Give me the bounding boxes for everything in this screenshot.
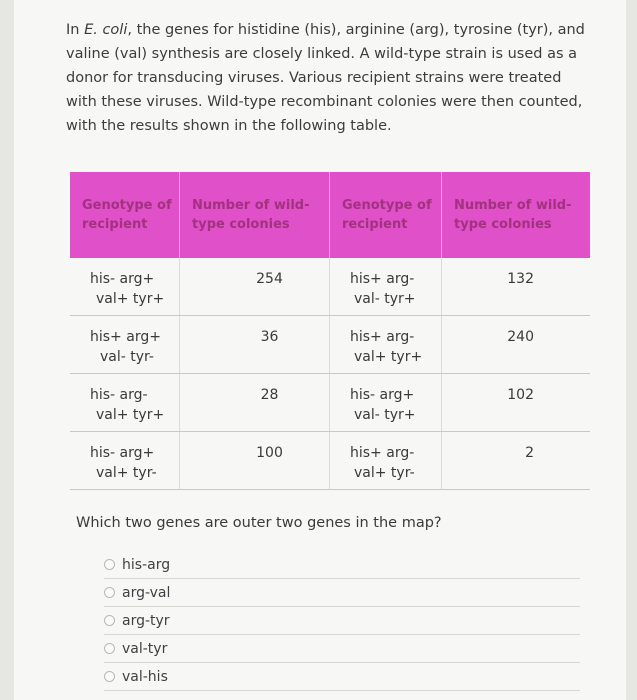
count-cell: 102: [507, 387, 534, 403]
count-cell: 28: [180, 374, 330, 431]
count-cell: 100: [180, 432, 330, 489]
count-cell: 240: [507, 329, 534, 345]
radio-button[interactable]: [104, 615, 115, 626]
genotype-cell: his+ arg- val- tyr+: [330, 258, 442, 315]
genotype-cell: his- arg+ val+ tyr+: [70, 258, 180, 315]
radio-button[interactable]: [104, 587, 115, 598]
count-cell: 2: [525, 445, 534, 461]
radio-button[interactable]: [104, 559, 115, 570]
option-his-arg[interactable]: his-arg: [104, 551, 580, 579]
table-row: [70, 374, 590, 432]
count-cell: 254: [180, 258, 330, 315]
genotype-cell: his+ arg- val+ tyr-: [330, 432, 442, 489]
answer-options: [104, 551, 580, 691]
option-val-tyr[interactable]: val-tyr: [104, 635, 580, 663]
table-row: [70, 432, 590, 490]
question-text: Which two genes are outer two genes in the map?: [76, 515, 442, 531]
intro-text-start: In: [66, 22, 85, 38]
header-genotype-2: Genotype of recipient: [330, 172, 442, 258]
option-val-his[interactable]: val-his: [104, 663, 580, 691]
genotype-cell: his+ arg+ val- tyr-: [70, 316, 180, 373]
intro-text-rest: , the genes for histidine (his), arginine (arg), tyrosine (tyr), and valine (val) synthesis are closely linked. A wild-type strain is used as a donor for transducing viruses. Various recipient strains were treated with these viruses. Wild-type recombinant colonies were then counted, with the results shown in the following table.: [66, 22, 585, 134]
genotype-cell: his+ arg- val+ tyr+: [330, 316, 442, 373]
option-arg-val[interactable]: arg-val: [104, 579, 580, 607]
header-count-1: Number of wild-type colonies: [180, 172, 330, 258]
option-arg-tyr[interactable]: arg-tyr: [104, 607, 580, 635]
radio-button[interactable]: [104, 671, 115, 682]
table-row: [70, 316, 590, 374]
genotype-cell: his- arg+ val+ tyr-: [70, 432, 180, 489]
genotype-cell: his- arg+ val- tyr+: [330, 374, 442, 431]
intro-paragraph: [66, 18, 586, 138]
organism-name: E. coli: [84, 22, 128, 38]
header-count-2: Number of wild-type colonies: [454, 198, 572, 232]
radio-button[interactable]: [104, 643, 115, 654]
genotype-cell: his- arg- val+ tyr+: [70, 374, 180, 431]
count-cell: 132: [507, 271, 534, 287]
table-row: [70, 258, 590, 316]
results-table: [70, 172, 590, 490]
count-cell: 36: [180, 316, 330, 373]
header-genotype-1: Genotype of recipient: [70, 172, 180, 258]
table-header: [70, 172, 590, 258]
